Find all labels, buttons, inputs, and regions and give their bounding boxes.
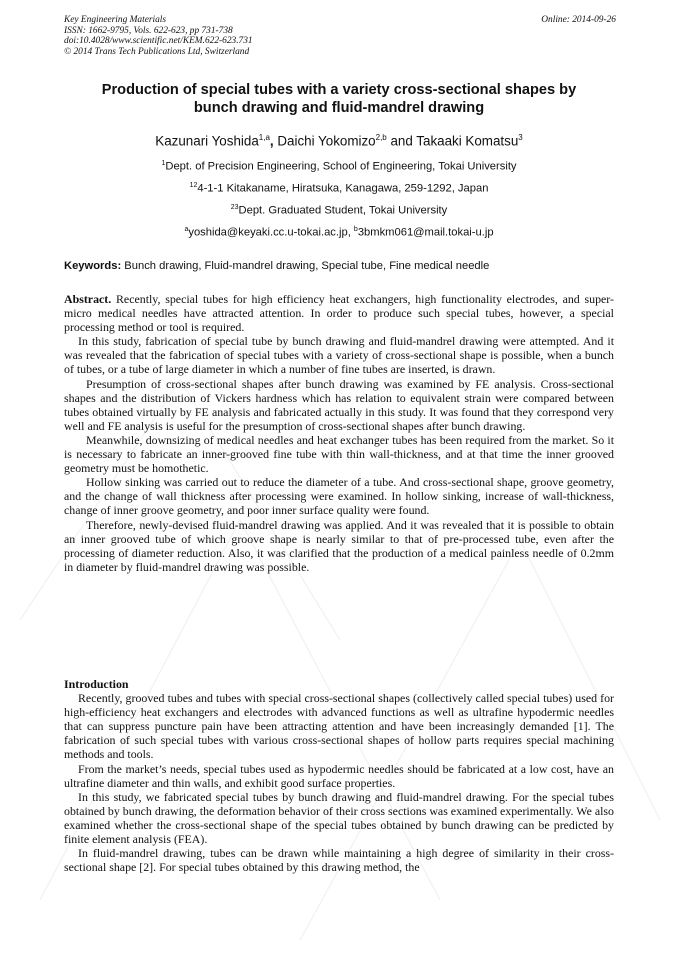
affiliation-1-sup: 1 (161, 160, 166, 167)
journal-header (64, 15, 616, 57)
abstract-section (64, 292, 614, 574)
affiliation-3-text: Dept. Graduated Student, Tokai University (238, 204, 448, 217)
abstract-paragraph-3: Presumption of cross-sectional shapes after bunch drawing was examined by FE analysis. Cross-sectional shapes and the distribution of Vickers hardness which has relation to equivalent strain were compared between tubes obtained virtually by FE analysis and fabricated actually in this study. It was found that they correspond very well and FE analysis is useful for the presumption of cross-sectional shapes after bunch drawing. (64, 376, 614, 433)
copyright-line: © 2014 Trans Tech Publications Ltd, Switzerland (64, 46, 250, 57)
introduction-paragraph-4: In fluid-mandrel drawing, tubes can be drawn while maintaining a high degree of similarity in their cross-sectional shape [2]. For special tubes obtained by this drawing method, the (64, 846, 614, 875)
abstract-paragraph-4: Meanwhile, downsizing of medical needles and heat exchanger tubes has been required from the market. So it is necessary to fabricate an inner-grooved fine tube with thin wall-thickness, and at that time the inner grooved geometry must be homothetic. (64, 432, 614, 476)
author-emails (64, 223, 614, 240)
author-list (64, 129, 614, 150)
affiliation-3 (64, 201, 614, 218)
email-b-sup: b (353, 226, 358, 233)
doi-line: doi:10.4028/www.scientific.net/KEM.622-623.731 (64, 36, 253, 47)
affiliation-3-sup: 23 (230, 204, 239, 211)
abstract-paragraph-5: Hollow sinking was carried out to reduce the diameter of a tube. And cross-sectional shape, groove geometry, and the change of wall thickness after processing were examined. In hollow sinking, increase of wall-thickness, change of inner groove geometry, and poor inner surface quality were found. (64, 475, 614, 518)
journal-name: Key Engineering Materials (64, 15, 167, 25)
affiliation-2-text: 4-1-1 Kitakaname, Hiratsuka, Kanagawa, 259-1292, Japan (197, 182, 489, 195)
author-1: Kazunari Yoshida (155, 133, 259, 149)
title-line-2: bunch drawing and fluid-mandrel drawing (193, 100, 485, 116)
introduction-section (64, 677, 614, 874)
author-2: Daichi Yokomizo (277, 133, 376, 149)
author-separator-1: , (269, 133, 278, 149)
abstract-paragraph-6: Therefore, newly-devised fluid-mandrel drawing was applied. And it was revealed that it is possible to obtain an inner grooved tube of which groove shape is nearly similar to that of pre-processed tube, even after the processing of diameter reduction. Also, it was clarified that the production of a medical painless needle of 0.2mm in diameter by fluid-mandrel drawing was possible. (64, 517, 614, 574)
email-a: yoshida@keyaki.cc.u-tokai.ac.jp, (188, 226, 354, 239)
keywords-label: Keywords: (64, 260, 122, 272)
online-date: Online: 2014-09-26 (541, 15, 616, 25)
affiliation-1 (64, 157, 614, 174)
affiliation-2 (64, 179, 614, 196)
abstract-paragraph-1 (64, 292, 614, 334)
email-a-sup: a (184, 226, 189, 233)
introduction-heading: Introduction (64, 677, 129, 691)
author-1-sup: 1,a (258, 133, 270, 142)
author-3-sup: 3 (518, 133, 523, 142)
introduction-paragraph-3: In this study, we fabricated special tubes by bunch drawing and fluid-mandrel drawing. For the special tubes obtained by bunch drawing, the deformation behavior of their cross sections was examined experimentally. We also examined whether the cross-sectional shape of the special tubes obtained by bunch drawing can be predicted by finite element analysis (FEA). (64, 789, 614, 847)
author-2-sup: 2,b (375, 133, 387, 142)
abstract-p1-text: Recently, special tubes for high efficiency heat exchangers, high functionality electrodes, and super-micro medical needles have attracted attention. In order to produce such special tubes, however, a special processing method or tool is required. (64, 292, 614, 335)
abstract-label: Abstract. (64, 292, 112, 306)
abstract-paragraph-2: In this study, fabrication of special tube by bunch drawing and fluid-mandrel drawing were attempted. And it was revealed that the fabrication of special tubes with a variety of cross-sectional shape is possible, when a bunch of tubes, or a tube of large diameter in which a number of fine tubes are inserted, is drawn. (64, 334, 614, 377)
affiliation-2-sup: 12 (189, 182, 198, 189)
author-separator-2: and (386, 133, 417, 149)
author-3: Takaaki Komatsu (416, 133, 519, 149)
issn-line: ISSN: 1662-9795, Vols. 622-623, pp 731-738 (64, 25, 233, 36)
keywords-text: Bunch drawing, Fluid-mandrel drawing, Special tube, Fine medical needle (121, 260, 490, 272)
affiliation-1-text: Dept. of Precision Engineering, School of Engineering, Tokai University (165, 160, 517, 173)
introduction-paragraph-1: Recently, grooved tubes and tubes with special cross-sectional shapes (collectively called special tubes) used for high-efficiency heat exchangers and electrodes with advanced functions as well as ultrafine hypodermic needles that can suppress puncture pain have been attracting attention and have been increasingly demanded [1]. The fabrication of such special tubes with various cross-sectional shapes of hollow parts requires special machining methods and tools. (64, 691, 614, 762)
title-line-1: Production of special tubes with a variety cross-sectional shapes by (101, 82, 577, 98)
introduction-paragraph-2: From the market’s needs, special tubes used as hypodermic needles should be fabricated at a low cost, have an ultrafine diameter and thin walls, and exhibit good surface properties. (64, 761, 614, 790)
keywords (64, 259, 616, 273)
email-b: 3bmkm061@mail.tokai-u.jp (357, 226, 494, 239)
paper-title (64, 81, 614, 117)
